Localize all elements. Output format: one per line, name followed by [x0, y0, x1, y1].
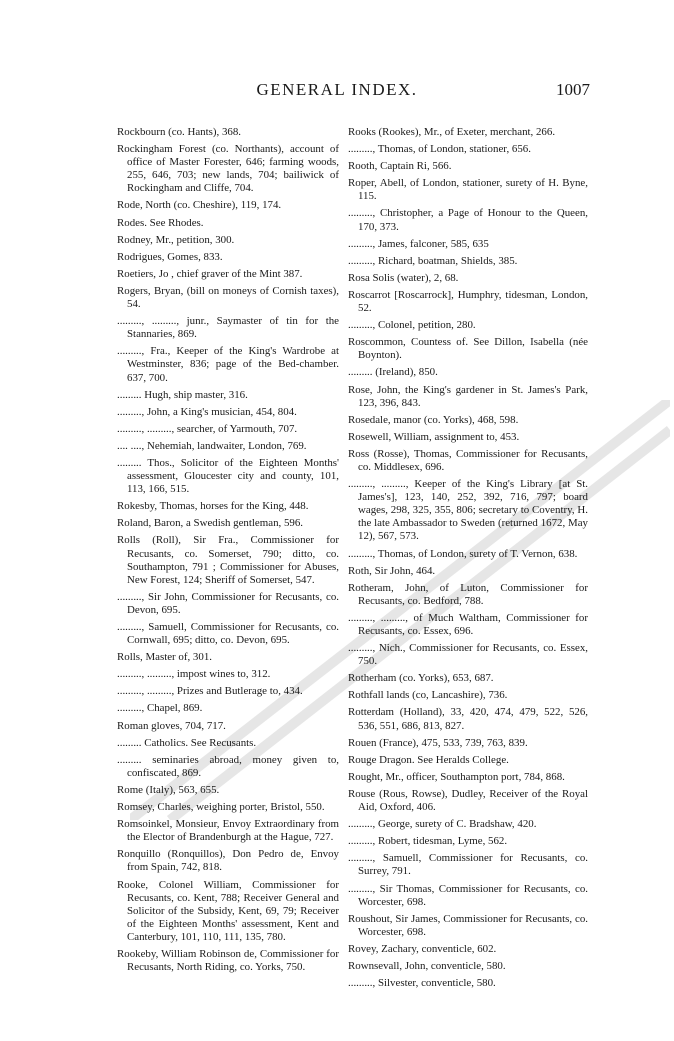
- index-entry: Rouen (France), 475, 533, 739, 763, 839.: [348, 736, 528, 749]
- index-entry: ........., ........., junr., Saymaster of tin for the Stannaries, 869.: [117, 315, 339, 341]
- index-entry: ........., Christopher, a Page of Honour to the Queen, 170, 373.: [348, 207, 588, 233]
- index-entry: ........., Colonel, petition, 280.: [348, 319, 476, 332]
- index-entry: ........., ........., Prizes and Butlerage to, 434.: [117, 685, 303, 698]
- index-entry: ........., Sir Thomas, Commissioner for Recusants, co. Worcester, 698.: [348, 882, 588, 908]
- index-entry: ........., Silvester, conventicle, 580.: [348, 977, 496, 990]
- index-entry: Rotherham (co. Yorks), 653, 687.: [348, 672, 494, 685]
- index-entry: ........., John, a King's musician, 454, 804.: [117, 405, 297, 418]
- index-entry: ......... Hugh, ship master, 316.: [117, 388, 248, 401]
- index-entry: Rose, John, the King's gardener in St. James's Park, 123, 396, 843.: [348, 383, 588, 409]
- index-entry: ........., Samuell, Commissioner for Recusants, co. Surrey, 791.: [348, 852, 588, 878]
- index-entry: ........., Thomas, of London, stationer, 656.: [348, 143, 531, 156]
- index-entry: ........., Fra., Keeper of the King's Wardrobe at Westminster, 836; page of the Bed-chamber. 637, 700.: [117, 345, 339, 384]
- index-entry: Rothfall lands (co, Lancashire), 736.: [348, 689, 508, 702]
- index-entry: ........., ........., of Much Waltham, Commissioner for Recusants, co. Essex, 696.: [348, 611, 588, 637]
- index-entry: Roetiers, Jo , chief graver of the Mint 387.: [117, 267, 303, 280]
- index-entry: ........., Samuell, Commissioner for Recusants, co. Cornwall, 695; ditto, co. Devon, 695.: [117, 621, 339, 647]
- index-entry: ........., Thomas, of London, surety of T. Vernon, 638.: [348, 547, 578, 560]
- index-entry: ........., ........., searcher, of Yarmouth, 707.: [117, 422, 298, 435]
- index-entry: ......... Catholics. See Recusants.: [117, 736, 257, 749]
- index-entry: Rodney, Mr., petition, 300.: [117, 233, 235, 246]
- index-entry: Roland, Baron, a Swedish gentleman, 596.: [117, 517, 304, 530]
- index-entry: Rolls (Roll), Sir Fra., Commissioner for Recusants, co. Somerset, 790; ditto, co. Southampton, 791 ; Commissioner for Abuses, New Forest, 124; Sheriff of Somerset, 547.: [117, 534, 339, 586]
- page-number: 1007: [556, 80, 590, 99]
- index-entry: Rockbourn (co. Hants), 368.: [117, 126, 242, 138]
- index-entry: Rode, North (co. Cheshire), 119, 174.: [117, 199, 282, 212]
- index-column-left: [117, 126, 339, 978]
- index-entry: Roscarrot [Roscarrock], Humphry, tidesman, London, 52.: [348, 288, 588, 315]
- index-entry: Rouse (Rous, Rowse), Dudley, Receiver of the Royal Aid, Oxford, 406.: [348, 787, 588, 814]
- index-entry: Rokesby, Thomas, horses for the King, 448.: [117, 500, 309, 513]
- index-entry: Rome (Italy), 563, 655.: [117, 783, 220, 796]
- index-entry: Rodes. See Rhodes.: [117, 216, 204, 229]
- index-entry: ........., ........., Keeper of the King's Library [at St. James's], 123, 140, 252, 392, 716, 797; board wages, 298, 325, 355, 806; secretary to Coventry, H. the late Ambassador to Sweden (returned 1672, May 12), 567, 573.: [348, 478, 588, 543]
- index-entry: ........., Sir John, Commissioner for Recusants, co. Devon, 695.: [117, 590, 339, 616]
- index-entry: Rouge Dragon. See Heralds College.: [348, 753, 509, 766]
- index-entry: Rotterdam (Holland), 33, 420, 474, 479, 522, 526, 536, 551, 686, 813, 827.: [348, 706, 588, 732]
- index-entry: Ross (Rosse), Thomas, Commissioner for Recusants, co. Middlesex, 696.: [348, 447, 588, 473]
- index-entry: Rolls, Master of, 301.: [117, 651, 212, 664]
- index-entry: Roman gloves, 704, 717.: [117, 719, 226, 732]
- page-header: [0, 80, 674, 104]
- index-entry: Rought, Mr., officer, Southampton port, 784, 868.: [348, 770, 565, 783]
- index-entry: Roth, Sir John, 464.: [348, 564, 436, 577]
- index-entry: Rotheram, John, of Luton, Commissioner for Recusants, co. Bedford, 788.: [348, 581, 588, 607]
- index-entry: Rodrigues, Gomes, 833.: [117, 250, 223, 263]
- index-column-right: [348, 126, 588, 994]
- index-entry: ........., George, surety of C. Bradshaw, 420.: [348, 818, 537, 831]
- index-entry: Roushout, Sir James, Commissioner for Recusants, co. Worcester, 698.: [348, 912, 588, 938]
- index-entry: .... ...., Nehemiah, landwaiter, London, 769.: [117, 439, 307, 452]
- index-entry: ........., Chapel, 869.: [117, 702, 203, 715]
- index-entry: ........., ........., impost wines to, 312.: [117, 668, 271, 681]
- index-entry: Rookeby, William Robinson de, Commissioner for Recusants, North Riding, co. Yorks, 750.: [117, 947, 339, 974]
- index-entry: Rosa Solis (water), 2, 68.: [348, 271, 459, 284]
- page-title: GENERAL INDEX.: [256, 80, 418, 99]
- index-entry: Roscommon, Countess of. See Dillon, Isabella (née Boynton).: [348, 336, 588, 362]
- index-entry: ........., James, falconer, 585, 635: [348, 237, 489, 250]
- index-entry: Rogers, Bryan, (bill on moneys of Cornish taxes), 54.: [117, 284, 339, 311]
- index-entry: Ronquillo (Ronquillos), Don Pedro de, Envoy from Spain, 742, 818.: [117, 848, 339, 874]
- index-entry: ......... seminaries abroad, money given to, confiscated, 869.: [117, 753, 339, 779]
- index-entry: Rockingham Forest (co. Northants), account of office of Master Forester, 646; farming woods, 255, 646, 703; new lands, 704; bailiwick of Rockingham and Cliffe, 704.: [117, 143, 339, 195]
- index-entry: Rooks (Rookes), Mr., of Exeter, merchant, 266.: [348, 126, 556, 138]
- index-entry: Rosewell, William, assignment to, 453.: [348, 430, 520, 443]
- index-entry: ........., Richard, boatman, Shields, 385.: [348, 254, 518, 267]
- index-entry: Rownsevall, John, conventicle, 580.: [348, 959, 506, 972]
- index-entry: Rooke, Colonel William, Commissioner for Recusants, co. Kent, 788; Receiver General and Solicitor of the Subsidy, Kent, 69, 79; Receiver of the Eighteen Months' assessment, Kent and Canterbury, 101, 110, 111, 135, 780.: [117, 878, 339, 943]
- index-entry: ......... Thos., Solicitor of the Eighteen Months' assessment, Gloucester city and county, 101, 113, 166, 515.: [117, 456, 339, 496]
- index-entry: ......... (Ireland), 850.: [348, 366, 438, 379]
- index-entry: Romsoinkel, Monsieur, Envoy Extraordinary from the Elector of Brandenburgh at the Hague, 727.: [117, 818, 339, 844]
- index-entry: ........., Nich., Commissioner for Recusants, co. Essex, 750.: [348, 642, 588, 668]
- index-entry: Romsey, Charles, weighing porter, Bristol, 550.: [117, 801, 325, 814]
- index-entry: Rosedale, manor (co. Yorks), 468, 598.: [348, 413, 519, 426]
- index-entry: Rooth, Captain Ri, 566.: [348, 160, 452, 173]
- index-entry: ........., Robert, tidesman, Lyme, 562.: [348, 835, 508, 848]
- index-entry: Roper, Abell, of London, stationer, surety of H. Byne, 115.: [348, 177, 588, 203]
- index-entry: Rovey, Zachary, conventicle, 602.: [348, 942, 497, 955]
